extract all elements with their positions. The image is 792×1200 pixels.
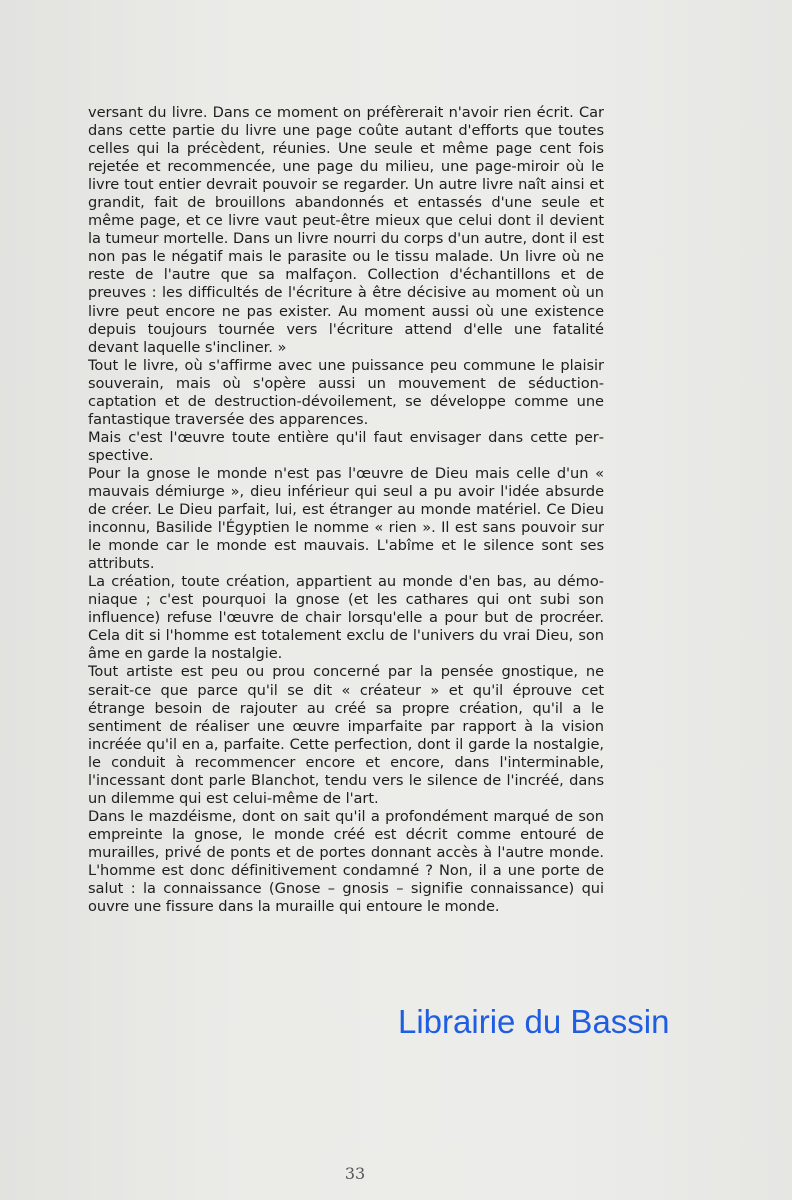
paragraph-7: Dans le mazdéisme, dont on sait qu'il a profondément marqué de son empreinte la gnose, le monde créé est décrit comme entouré de murailles, privé de ponts et de portes donnant accès à l'autre monde. L'homme est donc définitivement condamné ? Non, il a une porte de salut : la connaissance (Gnose – gnosis – signifie connaissance) qui ouvre une fissure dans la muraille qui entoure le monde.: [88, 807, 604, 916]
bookseller-watermark: Librairie du Bassin: [398, 1003, 670, 1040]
paragraph-4: Pour la gnose le monde n'est pas l'œuvre de Dieu mais celle d'un « mauvais démiurge », dieu inférieur qui seul a pu avoir l'idée absurde de créer. Le Dieu parfait, lui, est étranger au monde matériel. Ce Dieu inconnu, Basilide l'Égyptien le nomme « rien ». Il est sans pouvoir sur le monde car le monde est mauvais. L'abîme et le silence sont ses attributs.: [88, 464, 604, 573]
paragraph-2: Tout le livre, où s'affirme avec une puissance peu commune le plaisir souverain, mais où s'opère aussi un mouvement de séduction-captation et de destruction-dévoilement, se développe comme une fantastique traversée des apparences.: [88, 356, 604, 428]
body-text: [88, 104, 604, 916]
paragraph-3: Mais c'est l'œuvre toute entière qu'il faut envisager dans cette perspective.: [88, 428, 604, 464]
page-number: 33: [344, 1164, 366, 1183]
paragraph-6: Tout artiste est peu ou prou concerné par la pensée gnostique, ne serait-ce que parce qu'il se dit « créateur » et qu'il éprouve cet étrange besoin de rajouter au créé sa propre création, qu'il a le sentiment de réaliser une œuvre imparfaite par rapport à la vision incréée qu'il en a, parfaite. Cette perfection, dont il garde la nostalgie, le conduit à recommencer encore et encore, dans l'interminable, l'incessant dont parle Blanchot, tendu vers le silence de l'incréé, dans un dilemme qui est celui-même de l'art.: [88, 663, 604, 807]
paragraph-5: La création, toute création, appartient au monde d'en bas, au démoniaque ; c'est pourquoi la gnose (et les cathares qui ont subi son influence) refuse l'œuvre de chair lorsqu'elle a pour but de procréer. Cela dit si l'homme est totalement exclu de l'univers du vrai Dieu, son âme en garde la nostalgie.: [88, 573, 604, 663]
paragraph-1: versant du livre. Dans ce moment on préfèrerait n'avoir rien écrit. Car dans cette partie du livre une page coûte autant d'efforts que toutes celles qui la précèdent, réunies. Une seule et même page cent fois rejetée et recommencée, une page du milieu, une page-miroir où le livre tout entier devrait pouvoir se regarder. Un autre livre naît ainsi et grandit, fait de brouillons abandonnés et entassés d'une seule et même page, et ce livre vaut peut-être mieux que celui dont il devient la tumeur mortelle. Dans un livre nourri du corps d'un autre, dont il est non pas le négatif mais le parasite ou le tissu malade. Un livre où ne reste de l'autre que sa malfaçon. Collection d'échantillons et de preuves : les difficultés de l'écriture à être décisive au moment où un livre peut encore ne pas exister. Au moment aussi où une existence depuis toujours tournée vers l'écriture attend d'elle une fatalité devant laquelle s'incliner. »: [88, 104, 604, 356]
